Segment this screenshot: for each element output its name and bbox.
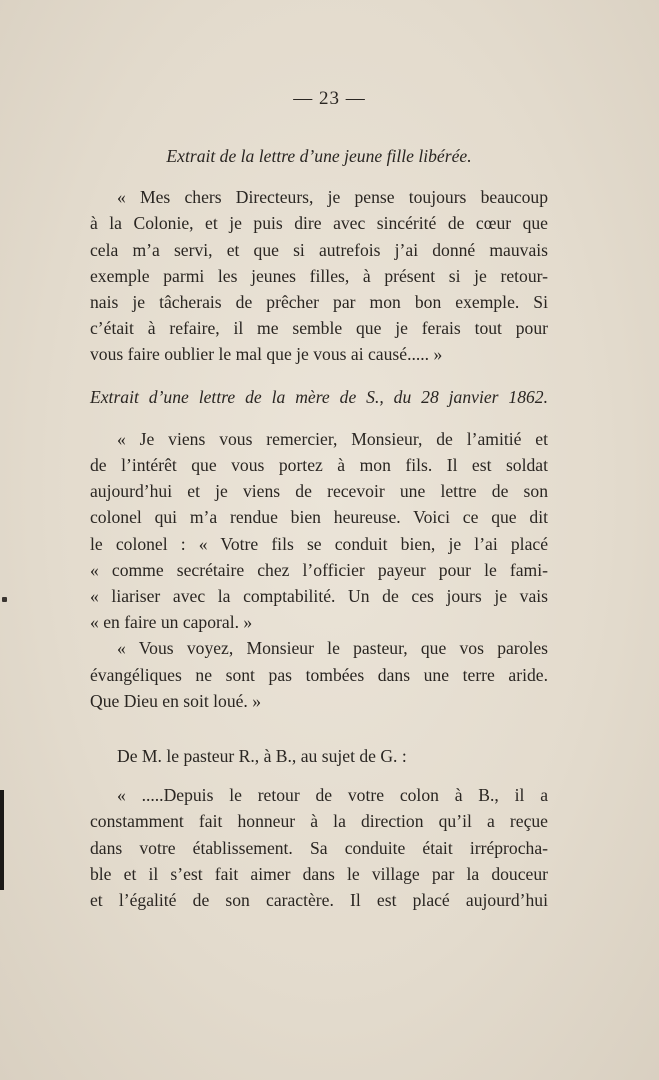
- text-line: ble et il s’est fait aimer dans le village par la douceur: [90, 863, 548, 884]
- heading-letter-mother: Extrait d’une lettre de la mère de S., du 28 janvier 1862.: [90, 386, 548, 407]
- text-line: nais je tâcherais de prêcher par mon bon exemple. Si: [90, 292, 548, 313]
- heading-letter-young-girl: Extrait de la lettre d’une jeune fille libérée.: [166, 146, 472, 166]
- text-line: « liariser avec la comptabilité. Un de ces jours je vais: [90, 586, 548, 607]
- heading-letter-pastor: De M. le pasteur R., à B., au sujet de G. :: [117, 746, 407, 767]
- text-line: le colonel : « Votre fils se conduit bien, je l’ai placé: [90, 533, 548, 554]
- text-line: cela m’a servi, et que si autrefois j’ai donné mauvais: [90, 239, 548, 260]
- text-line: à la Colonie, et je puis dire avec sincérité de cœur que: [90, 213, 548, 234]
- paragraph-young-girl-letter: [90, 184, 548, 367]
- text-line: évangéliques ne sont pas tombées dans une terre aride.: [90, 664, 548, 685]
- text-line: « .....Depuis le retour de votre colon à B., il a: [117, 785, 548, 806]
- paragraph-mother-letter: [90, 426, 548, 636]
- text-line: « comme secrétaire chez l’officier payeur pour le fami-: [90, 559, 548, 580]
- text-line: Que Dieu en soit loué. »: [90, 690, 262, 711]
- paragraph-mother-letter-end: [90, 635, 548, 714]
- text-line: « Je viens vous remercier, Monsieur, de l’amitié et: [117, 428, 548, 449]
- text-line: « Mes chers Directeurs, je pense toujours beaucoup: [117, 187, 548, 208]
- text-line: c’était à refaire, il me semble que je ferais tout pour: [90, 318, 548, 339]
- page-number: — 23 —: [293, 88, 366, 109]
- text-line: dans votre établissement. Sa conduite était irréprocha-: [90, 837, 548, 858]
- page-text: [90, 143, 548, 913]
- text-line: aujourd’hui et je viens de recevoir une lettre de son: [90, 481, 548, 502]
- text-line: constamment fait honneur à la direction qu’il a reçue: [90, 811, 548, 832]
- scan-edge-shadow: [0, 790, 4, 890]
- text-line: de l’intérêt que vous portez à mon fils. Il est soldat: [90, 455, 548, 476]
- text-line: vous faire oublier le mal que je vous ai causé..... »: [90, 344, 443, 365]
- text-line: colonel qui m’a rendue bien heureuse. Voici ce que dit: [90, 507, 548, 528]
- text-line: « en faire un caporal. »: [90, 612, 253, 633]
- text-line: et l’égalité de son caractère. Il est placé aujourd’hui: [90, 890, 548, 911]
- text-line: exemple parmi les jeunes filles, à présent si je retour-: [90, 265, 548, 286]
- text-line: « Vous voyez, Monsieur le pasteur, que vos paroles: [117, 638, 548, 659]
- paragraph-pastor-letter: [90, 782, 548, 913]
- scan-edge-speck: [2, 597, 7, 602]
